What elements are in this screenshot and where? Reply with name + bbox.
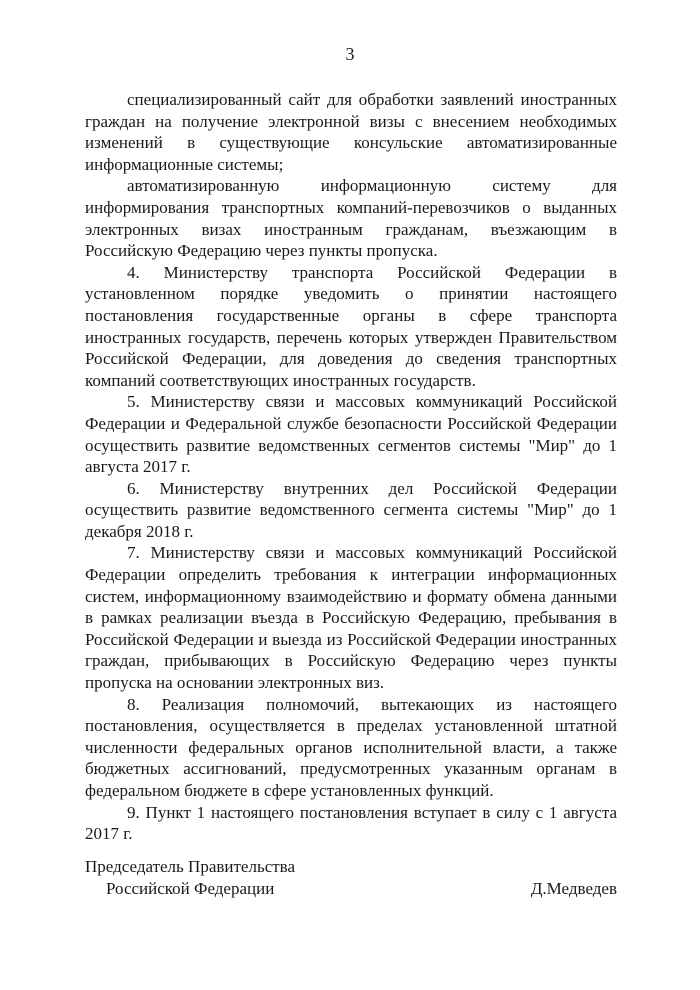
signatory-name: Д.Медведев: [530, 879, 617, 898]
paragraph-item-4: 4. Министерству транспорта Российской Федерации в установленном порядке уведомить о принятии настоящего постановления государственные органы в сфере транспорта иностранных государств, перечень которых утвержден Правительством Российской Федерации, для доведения до сведения транспортных компаний соответствующих иностранных государств.: [85, 262, 617, 390]
page-number: 3: [345, 44, 355, 64]
paragraph-item-9: 9. Пункт 1 настоящего постановления вступает в силу с 1 августа 2017 г.: [85, 802, 617, 844]
document-body: [85, 89, 617, 845]
paragraph-item-8: 8. Реализация полномочий, вытекающих из настоящего постановления, осуществляется в пределах установленной штатной численности федеральных органов исполнительной власти, а также бюджетных ассигнований, предусмотренных указанным органам в федеральном бюджете в сфере установленных функций.: [85, 694, 617, 800]
paragraph-continuation-1: специализированный сайт для обработки заявлений иностранных граждан на получение электронной визы с внесением необходимых изменений в существующие консульские автоматизированные информационные системы;: [85, 90, 617, 174]
signature-block: [85, 856, 617, 900]
paragraph-continuation-2: автоматизированную информационную систему для информирования транспортных компаний-перевозчиков о выданных электронных визах иностранным гражданам, въезжающим в Российскую Федерацию через пункты пропуска.: [85, 176, 617, 261]
paragraph-item-6: 6. Министерству внутренних дел Российской Федерации осуществить развитие ведомственного сегмента системы "Мир" до 1 декабря 2018 г.: [85, 478, 617, 541]
paragraph-item-5: 5. Министерству связи и массовых коммуникаций Российской Федерации и Федеральной службе безопасности Российской Федерации осуществить развитие ведомственных сегментов системы "Мир" до 1 августа 2017 г.: [85, 392, 617, 477]
signatory-title-line1: Председатель Правительства: [85, 857, 296, 876]
paragraph-item-7: 7. Министерству связи и массовых коммуникаций Российской Федерации определить требования к интеграции информационных систем, информационному взаимодействию и формату обмена данными в рамках реализации въезда в Российскую Федерацию, пребывания в Российской Федерации и выезда из Российской Федерации иностранных граждан, прибывающих в Российскую Федерацию через пункты пропуска на основании электронных виз.: [85, 543, 617, 693]
signatory-title-line2: Российской Федерации: [106, 879, 275, 898]
